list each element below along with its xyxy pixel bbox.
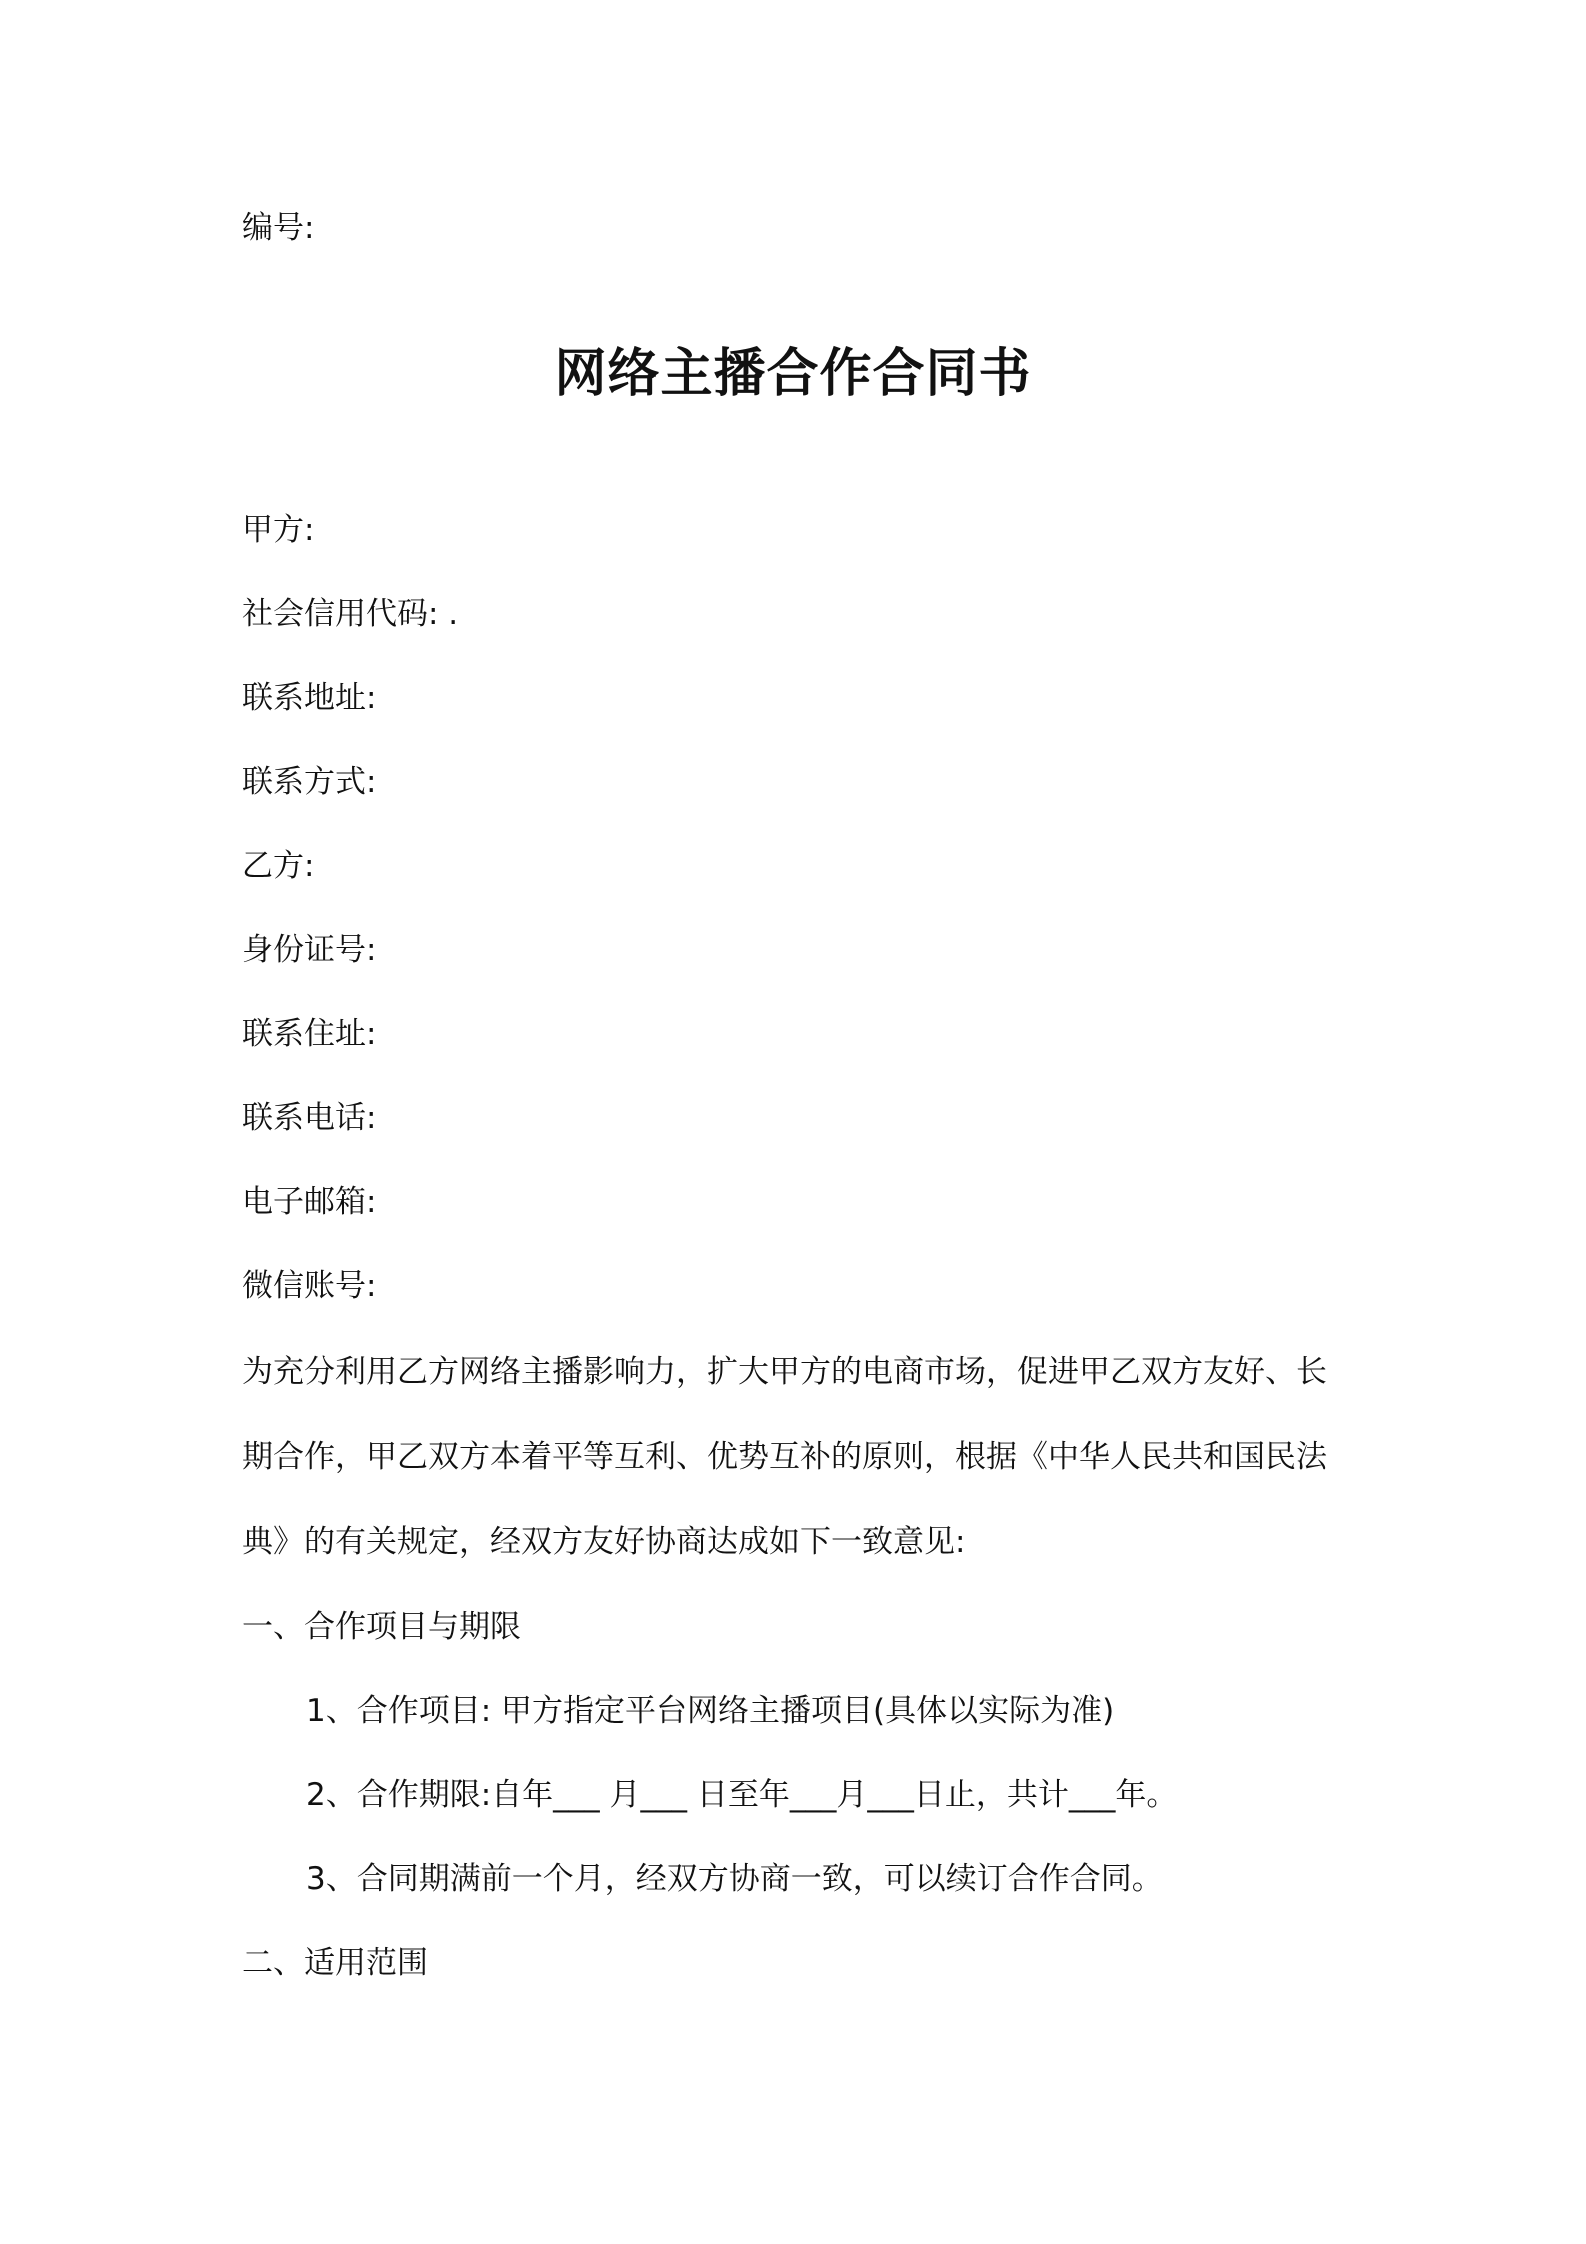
serial-number-label: 编号:: [242, 210, 315, 246]
preamble-line: 期合作，甲乙双方本着平等互利、优势互补的原则，根据《中华人民共和国民法: [242, 1439, 1327, 1475]
preamble-line: 典》的有关规定，经双方友好协商达成如下一致意见:: [242, 1524, 966, 1560]
section-1-heading: 一、合作项目与期限: [242, 1609, 521, 1645]
party-a-address-label: 联系地址:: [242, 680, 377, 716]
section-1-item: 3、合同期满前一个月，经双方协商一致，可以续订合作合同。: [306, 1861, 1163, 1897]
party-a-credit-code-label: 社会信用代码: .: [242, 596, 459, 632]
document-title: 网络主播合作合同书: [554, 344, 1032, 404]
section-1-item: 1、合作项目: 甲方指定平台网络主播项目(具体以实际为准): [306, 1693, 1115, 1729]
section-1-item: 2、合作期限:自年___ 月___ 日至年___月___日止，共计___年。: [306, 1777, 1178, 1813]
party-b-address-label: 联系住址:: [242, 1016, 377, 1052]
party-b-wechat-label: 微信账号:: [242, 1268, 377, 1304]
party-b-email-label: 电子邮箱:: [242, 1184, 377, 1220]
preamble-line: 为充分利用乙方网络主播影响力，扩大甲方的电商市场，促进甲乙双方友好、长: [242, 1354, 1327, 1390]
section-2-heading: 二、适用范围: [242, 1945, 428, 1981]
party-a-contact-label: 联系方式:: [242, 764, 377, 800]
party-b-phone-label: 联系电话:: [242, 1100, 377, 1136]
party-b-label: 乙方:: [242, 848, 315, 884]
party-a-label: 甲方:: [242, 512, 315, 548]
party-b-id-label: 身份证号:: [242, 932, 377, 968]
